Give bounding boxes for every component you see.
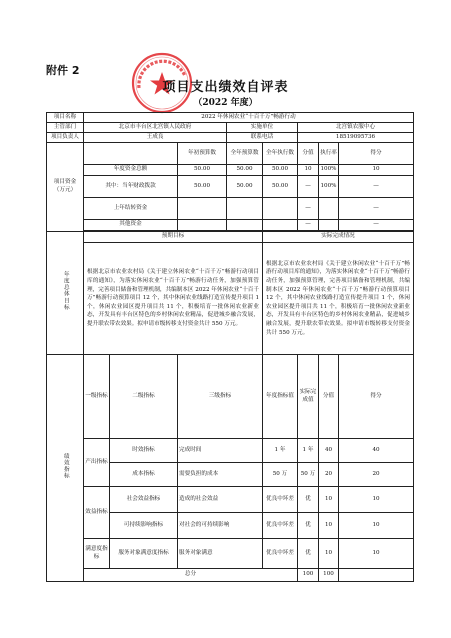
indicator-level3: 需要负担的成本 [178,463,263,487]
page-title: 项目支出绩效自评表 [162,80,289,95]
indicator-score: 20 [339,463,414,487]
funds-executed: 50.00 [263,176,298,198]
funds-row [47,165,414,176]
indicator-header-level1: 一级指标 [84,355,110,439]
funds-budget [178,220,227,231]
funds-header-executed: 全年执行数 [263,143,298,165]
indicator-level2: 成本指标 [110,463,178,487]
indicator-weight: 20 [319,463,339,487]
indicator-level1: 满意度指标 [84,539,110,569]
indicator-header-target: 年度指标值 [263,355,298,439]
indicator-score: 10 [339,513,414,539]
project-name-row [47,113,414,123]
goals-content-row [47,243,414,355]
indicator-weight: 10 [319,513,339,539]
owner-row [47,133,414,143]
funds-row [47,198,414,220]
funds-annual [227,198,263,220]
implementer-label: 实施单位 [227,123,298,133]
indicator-header-actual: 实际完成值 [298,355,319,439]
indicator-header-level2: 二级指标 [110,355,178,439]
indicator-target: 优良中坏差 [263,487,298,513]
indicator-weight: 40 [319,439,339,463]
funds-budget [178,198,227,220]
funds-budget: 50.00 [178,165,227,176]
indicator-level3: 对社会的可持续影响 [178,513,263,539]
funds-rate [319,198,339,220]
indicator-weight: 10 [319,539,339,569]
funds-row [47,176,414,198]
total-note [339,569,414,582]
indicator-target: 1 年 [263,439,298,463]
funds-row-label: 其他资金 [84,220,178,231]
indicator-header-weight: 分值 [319,355,339,439]
funds-score: — [339,198,414,220]
funds-executed [263,220,298,231]
owner-value: 王成良 [84,133,227,143]
implementer-value: 北宫镇农服中心 [298,123,414,133]
goals-label: 年度总体目标 [47,232,84,355]
department-value: 北京市丰台区北宫镇人民政府 [84,123,227,133]
indicator-target: 优良中坏差 [263,513,298,539]
funds-weight: — [298,198,319,220]
indicator-actual: 优 [298,487,319,513]
report-year: （2022 年度） [193,98,258,108]
funds-header-blank [84,143,178,165]
indicator-level3: 完成时间 [178,439,263,463]
funds-row-label: 年度资金总额 [84,165,178,176]
funds-weight: — [298,176,319,198]
funds-annual [227,220,263,231]
indicator-level1: 效益指标 [84,487,110,539]
funds-annual: 50.00 [227,176,263,198]
expected-goal-text: 根据北京市农业农村局《关于建立休闲农业“十百千万”畅游行动项目库的通知》，为落实休闲农业“十百千万”畅游行动任务，加强预算管理，完善项目储备和管理机制，共编制本区 2022 年休闲农业“十百千万”畅游行动预算项目 12 个，其中休闲农业线路打造宣传提升项目 1 个，休闲农业园区提升项目共 11 个，积极培育一批休闲农业新业态，开发具有丰台区特色的乡村休闲农业精品，促进城乡融合发展，提升联农带农效果。拟申请市级转移支付资金共计 550 万元。 [84,243,263,355]
indicator-weight: 10 [319,487,339,513]
funds-rate [319,220,339,231]
total-label: 总分 [84,569,298,582]
goals-header-row [47,232,414,243]
performance-evaluation-table [46,112,414,582]
indicator-target: 50 万 [263,463,298,487]
indicator-score: 40 [339,439,414,463]
funds-header-annual: 全年预算数 [227,143,263,165]
indicator-actual: 1 年 [298,439,319,463]
indicator-row [47,539,414,569]
funds-weight: 10 [298,165,319,176]
indicator-header-row [47,355,414,439]
funds-score: — [339,176,414,198]
expected-goal-header: 预期目标 [84,232,263,243]
funds-header-budget: 年初预算数 [178,143,227,165]
project-name-label: 项目名称 [47,113,84,123]
actual-result-text: 根据北京市农业农村局《关于建立休闲农业“十百千万”畅游行动项目库的通知》，为落实休闲农业“十百千万”畅游行动任务，加强预算管理，完善项目储备和管理机制，共编制本区 2022 年休闲农业“十百千万”畅游行动预算项目 12 个，其中休闲农业线路打造宣传提升项目 1 个，休闲农业园区提升项目共 11 个，积极培育一批休闲农业新业态，开发具有丰台区特色的乡村休闲农业精品，促进城乡融合发展，提升联农带农效果。拟申请市级转移支付资金共计 550 万元。 [263,243,414,355]
owner-label: 项目负责人 [47,133,84,143]
phone-label: 联系电话 [227,133,298,143]
actual-result-header: 实际完成情况 [263,232,414,243]
funds-label: 项目资金 （万元） [47,143,84,232]
indicator-actual: 50 万 [298,463,319,487]
indicators-label: 绩效指标 [47,355,84,582]
indicator-header-level3: 三级指标 [178,355,263,439]
funds-row [47,220,414,231]
indicator-level3: 服务对象满意 [178,539,263,569]
indicator-level2: 服务对象满意度指标 [110,539,178,569]
funds-header-score: 得分 [339,143,414,165]
indicator-score: 10 [339,487,414,513]
funds-rate: 100% [319,165,339,176]
attachment-label: 附件 2 [46,64,80,77]
funds-executed: 50.00 [263,165,298,176]
funds-weight: — [298,220,319,231]
funds-row-label: 其中：当年财政拨款 [84,176,178,198]
funds-row-label: 上年结转资金 [84,198,178,220]
phone-value: 18519095736 [298,133,414,143]
indicator-row [47,439,414,463]
indicator-actual: 优 [298,539,319,569]
funds-budget: 50.00 [178,176,227,198]
indicator-level2: 时效指标 [110,439,178,463]
indicator-actual: 优 [298,513,319,539]
funds-header-weight: 分值 [298,143,319,165]
department-row [47,123,414,133]
project-name-value: 2022 年休闲农业“十百千万”畅游行动 [84,113,414,123]
funds-annual: 50.00 [227,165,263,176]
department-label: 主管部门 [47,123,84,133]
funds-score: — [339,220,414,231]
indicator-target: 优良中坏差 [263,539,298,569]
total-weight: 100 [298,569,319,582]
total-row [47,569,414,582]
indicator-level2: 社会效益指标 [110,487,178,513]
indicator-level1: 产出指标 [84,439,110,487]
indicator-score: 10 [339,539,414,569]
indicator-header-score: 得分 [339,355,414,439]
total-score: 100 [319,569,339,582]
indicator-level3: 造成的社会效益 [178,487,263,513]
funds-rate: 100% [319,176,339,198]
indicator-row [47,487,414,513]
indicator-level2: 可持续影响指标 [110,513,178,539]
funds-header-row [47,143,414,165]
funds-header-rate: 执行率 [319,143,339,165]
funds-executed [263,198,298,220]
funds-score: 10 [339,165,414,176]
